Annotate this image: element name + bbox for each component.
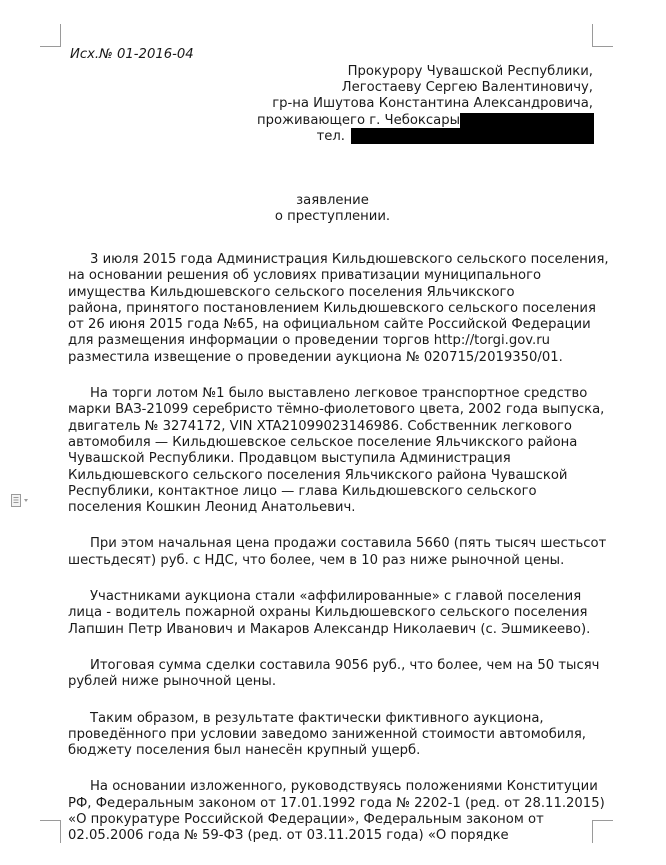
body-line: РФ, Федеральным законом от 17.01.1992 года № 2202-1 (ред. от 28.11.2015) [68,795,605,811]
body-line: 3 июля 2015 года Администрация Кильдюшевского сельского поселения, [90,252,609,267]
body-line: На основании изложенного, руководствуясь положениями Конституции [90,779,598,795]
addressee-line: гр-на Ишутова Константина Александровича, [272,96,593,111]
document-body [68,252,608,865]
addressee-line: Прокурору Чувашской Республики, [347,64,593,79]
body-line: бюджету поселения был нанесён крупный ущерб. [68,743,421,759]
body-line: «О прокуратуре Российской Федерации», Федеральным законом от [68,812,544,828]
body-line: Участниками аукциона стали «аффилированные» с главой поселения [90,589,582,605]
reference-number: Исх.№ 01-2016-04 [70,47,194,62]
body-line: района, принятого постановлением Кильдюшевского сельского поселения [68,300,596,316]
body-line: шестьдесят) руб. с НДС, что более, чем в 10 раз ниже рыночной цены. [68,552,565,568]
redaction-bar-address [460,113,594,129]
addressee-line: проживающего г. Чебоксары [257,113,460,128]
body-line: Лапшин Петр Иванович и Макаров Александр Николаевич (с. Эшмикеево). [68,621,591,637]
body-line: на основании решения об условиях приватизации муниципального [68,268,542,284]
body-line: 02.05.2006 года № 59-ФЗ (ред. от 03.11.2015 года) «О порядке [68,828,509,844]
document-title-line: о преступлении. [274,209,391,224]
document-options-icon[interactable] [10,494,32,508]
redaction-bar-phone [351,128,594,144]
body-line: На торги лотом №1 было выставлено легковое транспортное средство [90,386,588,402]
body-paragraph [68,252,608,366]
body-line: Чувашской Республики. Продавцом выступила Администрация [68,451,511,467]
body-paragraph [68,536,608,569]
body-line: поселения Кошкин Леонид Анатольевич. [68,500,356,516]
body-paragraph [68,658,608,691]
body-line: лица - водитель пожарной охраны Кильдюшевского сельского поселения [68,605,588,621]
page-corner-mark-top-right [592,24,613,47]
document-title-line: заявление [296,193,369,208]
body-line: Кильдюшевского сельского поселения Яльчикского района Чувашской [68,467,568,483]
page-corner-mark-top-left [40,24,61,47]
body-line: Итоговая сумма сделки составила 9056 руб., что более, чем на 50 тысяч [90,657,600,673]
body-line: проведённого при условии заведомо заниженной стоимости автомобиля, [68,726,586,742]
body-line: двигатель № 3274172, VIN XTA21099023146986. Собственник легкового [68,418,572,434]
body-line: Республики, контактное лицо — глава Кильдюшевского сельского [68,483,537,499]
body-line: разместила извещение о проведении аукциона № 020715/2019350/01. [68,349,563,365]
addressee-line: тел. [316,129,345,144]
body-line: автомобиля — Кильдюшевское сельское поселение Яльчикского района [68,434,578,450]
body-paragraph [68,779,608,844]
body-line: При этом начальная цена продажи составила 5660 (пять тысяч шестьсот [90,536,607,552]
page-corner-mark-bottom-left [40,820,61,843]
addressee-line: Легостаеву Сергею Валентиновичу, [341,80,593,95]
body-line: имущества Кильдюшевского сельского поселения Яльчикского [68,284,515,300]
body-line: от 26 июня 2015 года №65, на официальном сайте Российской Федерации [68,317,591,333]
body-line: для размещения информации о проведении торгов http://torgi.gov.ru [68,333,551,349]
body-paragraph [68,386,608,516]
body-paragraph [68,589,608,638]
body-line: Таким образом, в результате фактически фиктивного аукциона, [90,710,544,726]
body-line: марки ВАЗ-21099 серебристо тёмно-фиолетового цвета, 2002 года выпуска, [68,402,605,418]
body-paragraph [68,711,608,760]
body-line: рублей ниже рыночной цены. [68,674,277,690]
